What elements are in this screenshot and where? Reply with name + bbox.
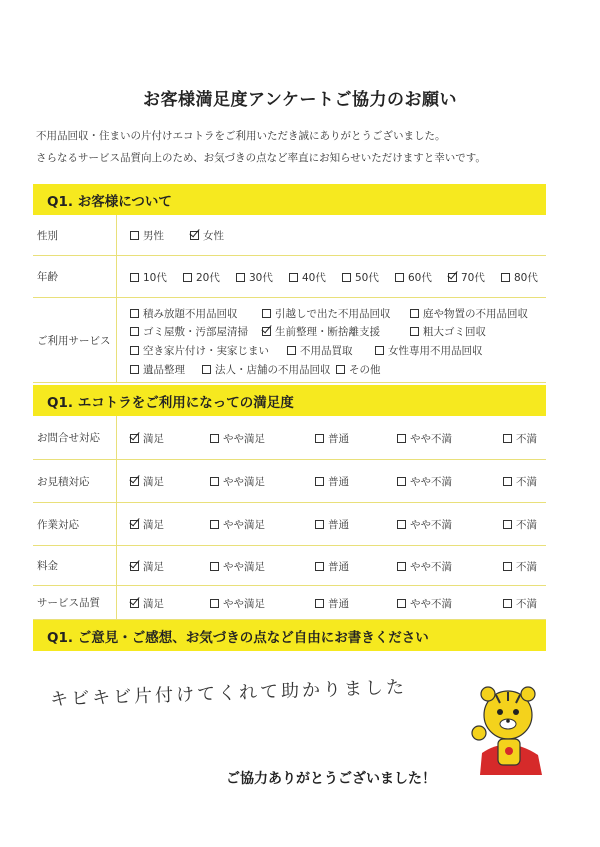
- gender-option-female[interactable]: 女性: [190, 228, 224, 243]
- service-option[interactable]: 庭や物置の不用品回収: [410, 306, 528, 321]
- tiger-mascot-icon: [468, 683, 548, 778]
- checkbox[interactable]: [395, 273, 404, 282]
- checkbox-checked[interactable]: [190, 231, 199, 240]
- rating-option[interactable]: [130, 517, 164, 532]
- checkbox-checked[interactable]: [130, 562, 139, 571]
- age-option[interactable]: 20代: [183, 270, 220, 285]
- rating-option-label: やや満足: [223, 561, 265, 573]
- checkbox[interactable]: [315, 599, 324, 608]
- checkbox[interactable]: [397, 562, 406, 571]
- rating-option[interactable]: [315, 596, 349, 611]
- checkbox-checked[interactable]: [130, 434, 139, 443]
- rating-option-label: 満足: [143, 561, 164, 573]
- intro-line-1: 不用品回収・住まいの片付けエコトラをご利用いただき誠にありがとうございました。: [36, 130, 446, 142]
- checkbox[interactable]: [130, 273, 139, 282]
- checkbox-checked[interactable]: [448, 273, 457, 282]
- gender-option-male[interactable]: 男性: [130, 228, 164, 243]
- age-option[interactable]: 10代: [130, 270, 167, 285]
- service-option[interactable]: 法人・店舗の不用品回収: [202, 362, 331, 377]
- age-option[interactable]: 30代: [236, 270, 273, 285]
- age-label: 年齢: [33, 256, 117, 297]
- age-option[interactable]: 50代: [342, 270, 379, 285]
- satisfaction-row-label: お問合せ対応: [33, 416, 117, 459]
- checkbox[interactable]: [210, 520, 219, 529]
- rating-option-label: やや不満: [410, 598, 452, 610]
- rating-option-label: 満足: [143, 519, 164, 531]
- service-option[interactable]: 引越しで出た不用品回収: [262, 306, 391, 321]
- checkbox[interactable]: [210, 477, 219, 486]
- rating-option-label: 普通: [328, 519, 349, 531]
- age-option[interactable]: 80代: [501, 270, 538, 285]
- rating-option[interactable]: [130, 559, 164, 574]
- checkbox[interactable]: [130, 231, 139, 240]
- rating-option-label: やや不満: [410, 561, 452, 573]
- age-option-70s[interactable]: 70代: [448, 270, 485, 285]
- checkbox[interactable]: [315, 520, 324, 529]
- rating-option[interactable]: [130, 474, 164, 489]
- service-option[interactable]: 積み放題不用品回収: [130, 306, 238, 321]
- checkbox[interactable]: [503, 599, 512, 608]
- satisfaction-row: [33, 503, 546, 546]
- rating-option-label: 普通: [328, 476, 349, 488]
- rating-option[interactable]: [503, 596, 537, 611]
- section-header-text: Q1. ご意見・ご感想、お気づきの点など自由にお書きください: [47, 630, 429, 646]
- checkbox[interactable]: [210, 434, 219, 443]
- rating-option[interactable]: [503, 517, 537, 532]
- checkbox[interactable]: [210, 599, 219, 608]
- satisfaction-row-label: サービス品質: [33, 586, 117, 619]
- checkbox-checked[interactable]: [262, 327, 271, 336]
- section-header-customer: [33, 184, 546, 215]
- checkbox[interactable]: [375, 346, 384, 355]
- satisfaction-row-label: 料金: [33, 546, 117, 585]
- rating-option-label: 普通: [328, 598, 349, 610]
- checkbox[interactable]: [336, 365, 345, 374]
- rating-option[interactable]: [503, 431, 537, 446]
- rating-option-label: 不満: [516, 476, 537, 488]
- services-label: ご利用サービス: [33, 298, 117, 382]
- checkbox-checked[interactable]: [130, 599, 139, 608]
- checkbox[interactable]: [410, 309, 419, 318]
- thanks-message: ご協力ありがとうございました！: [226, 771, 436, 787]
- checkbox[interactable]: [202, 365, 211, 374]
- rating-option-label: 不満: [516, 433, 537, 445]
- checkbox[interactable]: [397, 477, 406, 486]
- rating-option-label: やや不満: [410, 433, 452, 445]
- rating-option[interactable]: [397, 431, 452, 446]
- rating-option-label: 不満: [516, 519, 537, 531]
- age-option[interactable]: 60代: [395, 270, 432, 285]
- service-option[interactable]: 遺品整理: [130, 362, 185, 377]
- service-option[interactable]: 不用品買取: [287, 343, 353, 358]
- satisfaction-row: [33, 416, 546, 460]
- checkbox[interactable]: [287, 346, 296, 355]
- intro-line-2: さらなるサービス品質向上のため、お気づきの点など率直にお知らせいただけますと幸いです。: [36, 152, 486, 164]
- satisfaction-row: [33, 546, 546, 586]
- checkbox[interactable]: [236, 273, 245, 282]
- rating-option[interactable]: [503, 474, 537, 489]
- satisfaction-row: [33, 586, 546, 620]
- checkbox[interactable]: [289, 273, 298, 282]
- satisfaction-row-label: お見積対応: [33, 460, 117, 502]
- survey-title: お客様満足度アンケートご協力のお願い: [143, 90, 457, 110]
- checkbox-checked[interactable]: [130, 520, 139, 529]
- checkbox[interactable]: [183, 273, 192, 282]
- rating-option[interactable]: [397, 559, 452, 574]
- gender-label: 性別: [33, 215, 117, 255]
- checkbox[interactable]: [503, 520, 512, 529]
- rating-option[interactable]: [397, 474, 452, 489]
- rating-option-label: 満足: [143, 598, 164, 610]
- checkbox[interactable]: [503, 477, 512, 486]
- checkbox[interactable]: [130, 309, 139, 318]
- gender-row: [33, 215, 546, 256]
- satisfaction-row: [33, 460, 546, 503]
- rating-option-label: やや満足: [223, 433, 265, 445]
- section-header-comments: [33, 620, 546, 651]
- checkbox[interactable]: [262, 309, 271, 318]
- checkbox[interactable]: [130, 327, 139, 336]
- checkbox[interactable]: [397, 520, 406, 529]
- service-option[interactable]: 女性専用不用品回収: [375, 343, 483, 358]
- rating-option[interactable]: [130, 431, 164, 446]
- rating-option[interactable]: [210, 517, 265, 532]
- section-header-text: Q1. お客様について: [47, 194, 172, 210]
- satisfaction-row-label: 作業対応: [33, 503, 117, 545]
- service-option[interactable]: 空き家片付け・実家じまい: [130, 343, 269, 358]
- rating-option-label: 普通: [328, 561, 349, 573]
- checkbox[interactable]: [210, 562, 219, 571]
- checkbox[interactable]: [315, 434, 324, 443]
- checkbox[interactable]: [130, 365, 139, 374]
- checkbox[interactable]: [503, 434, 512, 443]
- rating-option[interactable]: [210, 596, 265, 611]
- services-row: [33, 298, 546, 383]
- service-option[interactable]: その他: [336, 362, 381, 377]
- rating-option[interactable]: [315, 474, 349, 489]
- section-header-text: Q1. エコトラをご利用になっての満足度: [47, 395, 294, 411]
- rating-option[interactable]: [397, 517, 452, 532]
- rating-option[interactable]: [315, 431, 349, 446]
- rating-option-label: やや満足: [223, 476, 265, 488]
- rating-option-label: やや不満: [410, 476, 452, 488]
- rating-option-label: 不満: [516, 598, 537, 610]
- section-header-satisfaction: [33, 385, 546, 416]
- rating-option[interactable]: [210, 559, 265, 574]
- checkbox-checked[interactable]: [130, 477, 139, 486]
- checkbox[interactable]: [501, 273, 510, 282]
- rating-option-label: やや不満: [410, 519, 452, 531]
- rating-option-label: 普通: [328, 433, 349, 445]
- checkbox[interactable]: [315, 562, 324, 571]
- checkbox[interactable]: [342, 273, 351, 282]
- service-option[interactable]: ゴミ屋敷・汚部屋清掃: [130, 324, 248, 339]
- rating-option[interactable]: [503, 559, 537, 574]
- handwritten-comment: キビキビ片付けてくれて助かりました: [49, 676, 408, 711]
- service-option[interactable]: 粗大ゴミ回収: [410, 324, 486, 339]
- rating-option[interactable]: [210, 431, 265, 446]
- checkbox[interactable]: [397, 599, 406, 608]
- rating-option[interactable]: [315, 559, 349, 574]
- rating-option-label: 満足: [143, 476, 164, 488]
- rating-option-label: 満足: [143, 433, 164, 445]
- rating-option-label: やや満足: [223, 598, 265, 610]
- checkbox[interactable]: [315, 477, 324, 486]
- checkbox[interactable]: [397, 434, 406, 443]
- rating-option[interactable]: [315, 517, 349, 532]
- service-option-checked[interactable]: 生前整理・断捨離支援: [262, 324, 380, 339]
- checkbox[interactable]: [503, 562, 512, 571]
- rating-option[interactable]: [130, 596, 164, 611]
- checkbox[interactable]: [130, 346, 139, 355]
- age-row: [33, 256, 546, 298]
- checkbox[interactable]: [410, 327, 419, 336]
- rating-option[interactable]: [210, 474, 265, 489]
- rating-option[interactable]: [397, 596, 452, 611]
- rating-option-label: やや満足: [223, 519, 265, 531]
- age-option[interactable]: 40代: [289, 270, 326, 285]
- rating-option-label: 不満: [516, 561, 537, 573]
